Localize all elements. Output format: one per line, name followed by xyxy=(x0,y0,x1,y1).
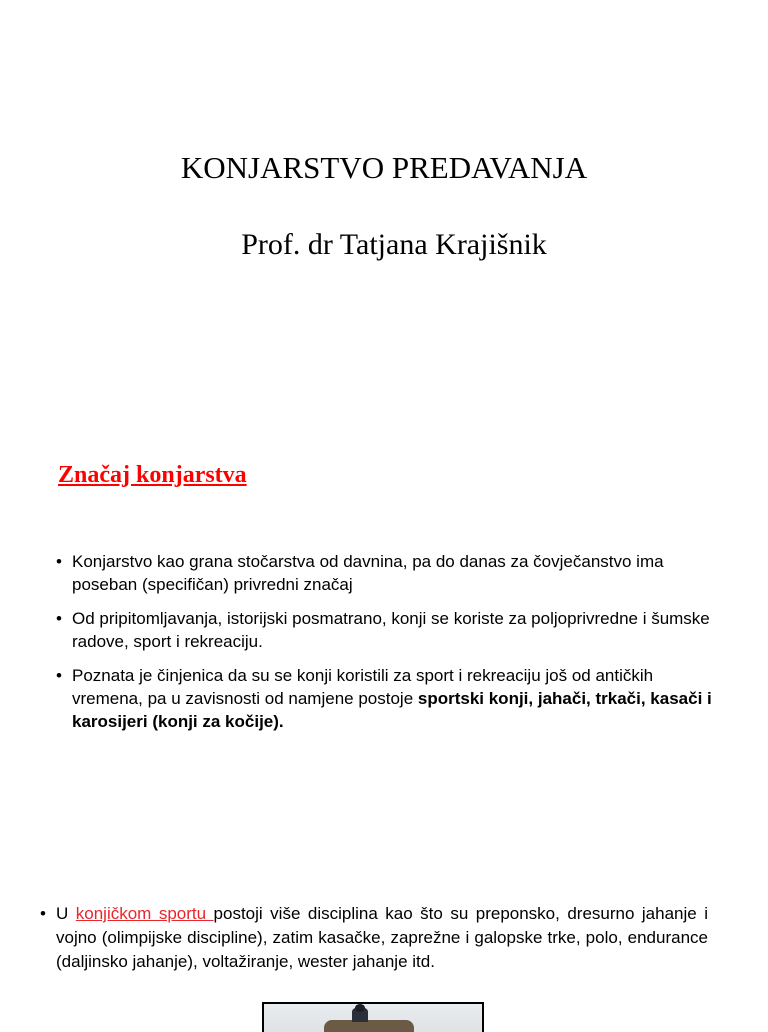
bullet-list xyxy=(56,550,716,744)
rider-head-shape xyxy=(355,1004,365,1012)
horse-shape xyxy=(324,1020,414,1032)
section-heading: Značaj konjarstva xyxy=(58,462,247,488)
bullet-item xyxy=(56,607,716,653)
paragraph-prefix: U xyxy=(56,904,76,923)
disciplines-paragraph xyxy=(40,902,708,974)
content-slide-disciplines xyxy=(0,860,768,1024)
bullet-text: Konjarstvo kao grana stočarstva od davnina, pa do danas za čovječanstvo ima poseban (specifičan) privredni značaj xyxy=(72,552,664,594)
bullet-dot-icon: • xyxy=(56,552,62,571)
bullet-text: Poznata je činjenica da su se konji koristili za sport i rekreaciju još od antičkih vremena, pa u zavisnosti od namjene postoje xyxy=(72,666,654,708)
horse-rider-image xyxy=(262,1002,484,1032)
content-slide-importance xyxy=(0,420,768,840)
equestrian-sport-link[interactable]: konjičkom sportu xyxy=(75,904,214,923)
bullet-dot-icon: • xyxy=(56,609,62,628)
bullet-dot-icon: • xyxy=(56,666,62,685)
presentation-author: Prof. dr Tatjana Krajišnik xyxy=(241,228,547,261)
title-slide xyxy=(0,0,768,420)
bullet-dot-icon: • xyxy=(40,904,46,923)
bullet-item xyxy=(56,550,716,596)
paragraph-text: postoji više disciplina kao što su preponsko, dresurno jahanje i vojno (olimpijske discipline), zatim kasačke, zaprežne i galopske trke, polo, endurance (daljinsko jahanje), voltažiranje, wester jahanje itd. xyxy=(56,904,708,971)
bullet-bold-text: sportski konji, jahači, trkači, kasači i karosijeri (konji za kočije). xyxy=(72,689,712,731)
presentation-title: KONJARSTVO PREDAVANJA xyxy=(180,150,588,185)
bullet-item xyxy=(56,664,716,733)
bullet-text: Od pripitomljavanja, istorijski posmatrano, konji se koriste za poljoprivredne i šumske radove, sport i rekreaciju. xyxy=(72,609,710,651)
